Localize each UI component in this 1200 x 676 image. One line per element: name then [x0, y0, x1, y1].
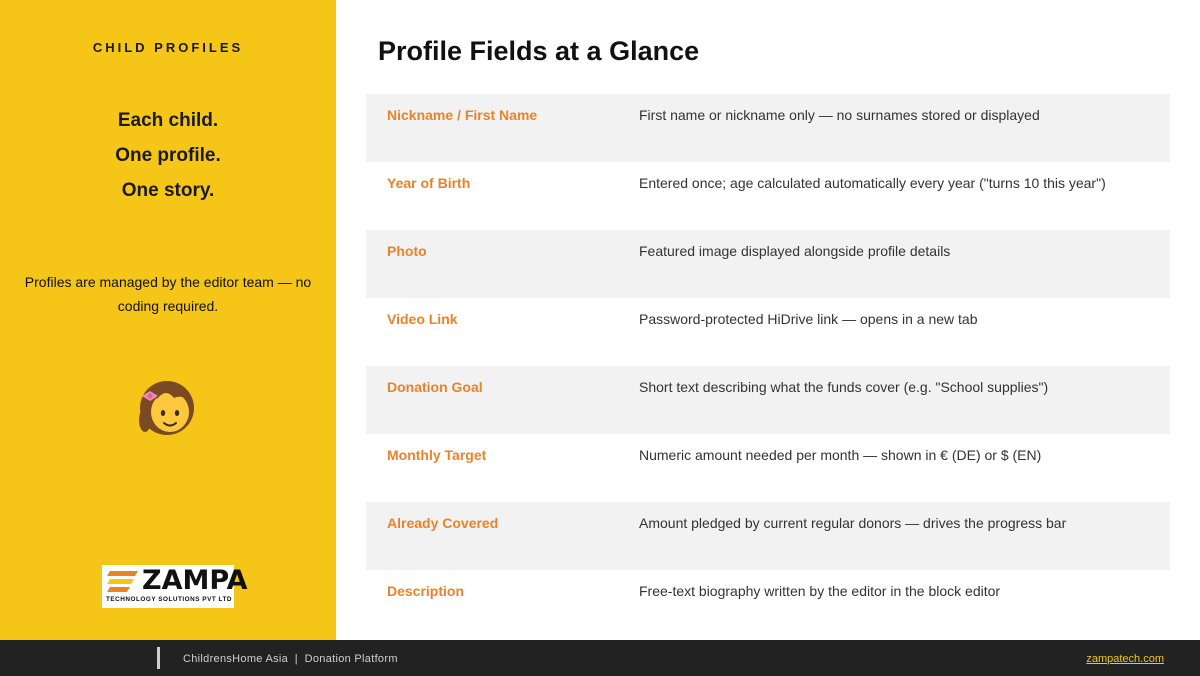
page-title: Profile Fields at a Glance: [378, 36, 700, 66]
field-description: Numeric amount needed per month — shown in € (DE) or $ (EN): [639, 447, 1042, 463]
table-row: [366, 230, 1170, 298]
zampa-logo: [102, 565, 248, 608]
zampa-logo-mark-icon: [106, 569, 140, 593]
sidebar-note: Profiles are managed by the editor team — no coding required.: [24, 274, 312, 314]
field-name: Photo: [387, 243, 427, 259]
footer-text: ChildrensHome Asia | Donation Platform: [183, 653, 398, 665]
field-description: Entered once; age calculated automatically every year ("turns 10 this year"): [639, 175, 1106, 191]
field-description: Featured image displayed alongside profile details: [639, 243, 951, 259]
logo-wordmark: ZAMPA: [142, 565, 248, 596]
girl-emoji-icon: [136, 376, 200, 440]
table-row: [366, 434, 1170, 502]
fields-table: [366, 94, 1170, 638]
field-name: Video Link: [387, 311, 458, 327]
field-name: Already Covered: [387, 515, 499, 531]
tagline-line: One story.: [121, 180, 215, 201]
field-name: Year of Birth: [387, 175, 471, 191]
field-name: Monthly Target: [387, 447, 487, 463]
field-description: First name or nickname only — no surnames stored or displayed: [639, 107, 1040, 123]
table-row: [366, 298, 1170, 366]
field-description: Free-text biography written by the editor in the block editor: [639, 583, 1001, 599]
field-description: Short text describing what the funds cover (e.g. "School supplies"): [639, 379, 1049, 395]
logo-subtitle: TECHNOLOGY SOLUTIONS PVT LTD: [106, 596, 232, 603]
field-description: Password-protected HiDrive link — opens in a new tab: [639, 311, 978, 327]
table-row: [366, 94, 1170, 162]
table-row: [366, 366, 1170, 434]
table-row: [366, 502, 1170, 570]
field-description: Amount pledged by current regular donors — drives the progress bar: [639, 515, 1067, 531]
table-row: [366, 162, 1170, 230]
tagline: [0, 103, 336, 208]
section-label: CHILD PROFILES: [92, 40, 244, 55]
field-name: Description: [387, 583, 465, 599]
footer-divider: [157, 647, 160, 669]
tagline-line: One profile.: [115, 145, 221, 166]
footer-link[interactable]: zampatech.com: [1086, 653, 1164, 665]
tagline-line: Each child.: [117, 110, 219, 131]
field-name: Donation Goal: [387, 379, 483, 395]
footer: [0, 640, 1200, 676]
sidebar: [0, 0, 336, 640]
field-name: Nickname / First Name: [387, 107, 538, 123]
table-row: [366, 570, 1170, 638]
